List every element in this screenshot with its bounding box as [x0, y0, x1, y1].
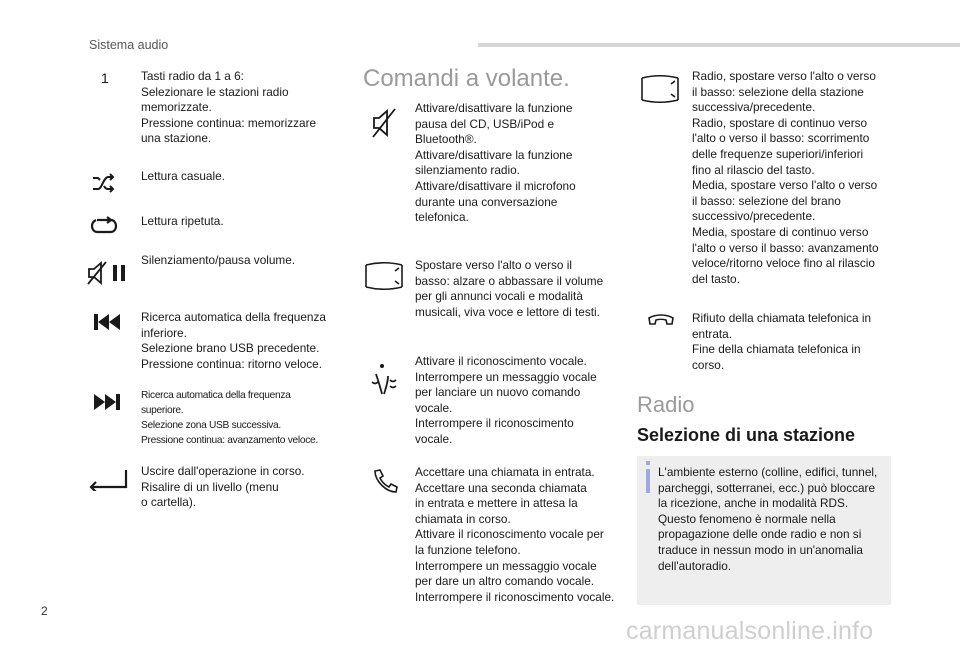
- list-item-text: Radio, spostare verso l'alto o verso il basso: selezione della stazione successiva/precedente. Radio, spostare di continuo verso l'alto o verso il basso: scorrimento delle frequenze superiori/inferiori fino al rilascio del tasto. Media, spostare verso l'alto o verso il basso: selezione del brano successivo/precedente. Media, spostare di continuo verso l'alto o verso il basso: avanzamento veloce/ritorno veloce fino al rilascio del tasto.: [692, 69, 879, 286]
- list-item-text: Lettura ripetuta.: [141, 214, 224, 228]
- back-arrow-icon: [88, 467, 128, 491]
- info-dot: [646, 461, 650, 465]
- section-heading: Radio: [637, 392, 695, 417]
- list-item-text: Silenziamento/pausa volume.: [141, 253, 296, 267]
- list-item-text: Attivare/disattivare la funzione pausa del CD, USB/iPod e Bluetooth®. Attivare/disattivare la funzione silenziamento radio. Attivare/disattivare il microfono durante una conversazione telefonica.: [415, 101, 576, 225]
- shuffle-icon: [90, 170, 116, 196]
- previous-track-icon: [93, 313, 121, 331]
- info-icon: [646, 469, 650, 493]
- phone-hangup-icon: [646, 312, 676, 332]
- info-note: [637, 456, 891, 605]
- list-item-text: Attivare il riconoscimento vocale. Interrompere un messaggio vocale per lanciare un nuovo comando vocale. Interrompere il riconoscimento vocale.: [415, 354, 597, 446]
- list-item-text: Rifiuto della chiamata telefonica in entrata. Fine della chiamata telefonica in corso.: [692, 311, 872, 372]
- header-rule: [478, 43, 960, 47]
- list-item-text: Accettare una chiamata in entrata. Accettare una seconda chiamata in entrata e mettere in attesa la chiamata in corso. Attivare il riconoscimento vocale per la funzione telefono. Interrompere un messaggio vocale per dare un altro comando vocale. Interrompere il riconoscimento vocale.: [415, 465, 615, 604]
- section-title: Sistema audio: [89, 38, 169, 52]
- list-item-text: Spostare verso l'alto o verso il basso: alzare o abbassare il volume per gli annunci vocali e modalità musicali, viva voce e lettore di testi.: [415, 258, 604, 319]
- scroll-wheel-icon: [640, 74, 680, 104]
- phone-pickup-icon: [372, 468, 400, 494]
- mute-icon: [370, 106, 400, 140]
- volume-wheel-icon: [364, 261, 404, 291]
- list-item-text: Ricerca automatica della frequenza inferiore. Selezione brano USB precedente. Pressione continua: ritorno veloce.: [141, 310, 326, 371]
- mute-pause-icon: [86, 259, 130, 287]
- list-item-text: Ricerca automatica della frequenza superiore. Selezione zona USB successiva. Pressione continua: avanzamento veloce.: [141, 390, 318, 446]
- number-one-icon: 1: [101, 70, 109, 86]
- section-subheading: Selezione di una stazione: [637, 425, 856, 445]
- list-item-text: Uscire dall'operazione in corso. Risalire di un livello (menu o cartella).: [141, 464, 305, 510]
- page-number: 2: [41, 604, 48, 618]
- repeat-icon: [90, 215, 118, 237]
- voice-command-icon: [370, 362, 400, 396]
- section-heading: Comandi a volante.: [363, 65, 570, 92]
- next-track-icon: [93, 393, 121, 411]
- info-note-text: L'ambiente esterno (colline, edifici, tunnel, parcheggi, sotterranei, ecc.) può bloccare la ricezione, anche in modalità RDS. Questo fenomeno è normale nella propagazione delle onde radio e non si traduce in nessun modo in un'anomalia dell'autoradio.: [658, 465, 878, 573]
- list-item-text: Tasti radio da 1 a 6: Selezionare le stazioni radio memorizzate. Pressione continua: memorizzare una stazione.: [141, 69, 317, 146]
- list-item-text: Lettura casuale.: [141, 169, 225, 183]
- watermark: carmanualsonline.info: [626, 617, 874, 645]
